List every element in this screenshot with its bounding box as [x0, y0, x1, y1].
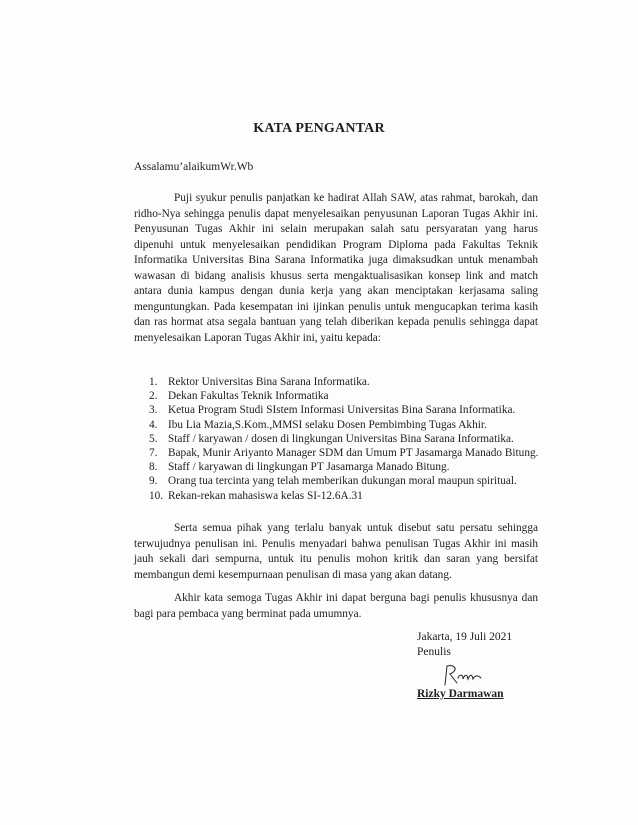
- list-item-text: Staff / karyawan di lingkungan PT Jasamarga Manado Bitung.: [168, 461, 450, 474]
- list-item-text: Rektor Universitas Bina Sarana Informatika.: [168, 376, 370, 388]
- list-item-number: 5.: [149, 432, 158, 445]
- list-item-text: Staff / karyawan / dosen di lingkungan Universitas Bina Sarana Informatika.: [168, 432, 514, 445]
- signature-block: [417, 631, 512, 700]
- list-item-text: Ibu Lia Mazia,S.Kom.,MMSI selaku Dosen Pembimbing Tugas Akhir.: [168, 418, 487, 431]
- paragraph-final: [134, 591, 538, 622]
- list-item-number: 1.: [149, 376, 158, 388]
- list-item: [149, 389, 541, 403]
- page-title: KATA PENGANTAR: [253, 121, 385, 136]
- list-item: [149, 474, 541, 488]
- list-item-text: Orang tua tercinta yang telah memberikan dukungan moral maupun spiritual.: [168, 475, 517, 488]
- paragraph-closing: [134, 521, 538, 583]
- list-item: [149, 432, 541, 446]
- list-item-number: 9.: [149, 475, 158, 488]
- list-item-number: 10.: [149, 489, 164, 502]
- list-item: [149, 446, 541, 460]
- list-item: [149, 418, 541, 432]
- list-item-number: 7.: [149, 447, 158, 460]
- acknowledgement-list: [149, 375, 541, 503]
- paragraph-closing-text: Serta semua pihak yang terlalu banyak untuk disebut satu persatu sehingga terwujudnya penulisan ini. Penulis menyadari bahwa penulisan Tugas Akhir ini masih jauh sekali dari sempurna, untuk itu penulis mohon kritik dan saran yang bersifat membangun demi kesempurnaan penulisan di masa yang akan datang.: [134, 522, 538, 581]
- author-name: Rizky Darmawan: [417, 688, 504, 700]
- paragraph-final-text: Akhir kata semoga Tugas Akhir ini dapat berguna bagi penulis khususnya dan bagi para pembaca yang berminat pada umumnya.: [134, 592, 538, 620]
- list-item-number: 2.: [149, 390, 158, 403]
- signature-role: Penulis: [417, 646, 451, 658]
- list-item: [149, 403, 541, 417]
- list-item-number: 8.: [149, 461, 158, 474]
- paragraph-intro: [134, 191, 538, 346]
- handwritten-signature: [441, 663, 487, 687]
- list-item-text: Rekan-rekan mahasiswa kelas SI-12.6A.31: [168, 489, 363, 502]
- list-item-text: Bapak, Munir Ariyanto Manager SDM dan Umum PT Jasamarga Manado Bitung.: [168, 447, 539, 460]
- list-item: [149, 489, 541, 503]
- greeting: Assalamu’alaikumWr.Wb: [134, 161, 254, 173]
- list-item-text: Ketua Program Studi SIstem Informasi Universitas Bina Sarana Informatika.: [168, 404, 516, 417]
- place-date: Jakarta, 19 Juli 2021: [417, 631, 513, 643]
- list-item-number: 4.: [149, 418, 158, 431]
- list-item-number: 3.: [149, 404, 158, 417]
- list-item: [149, 375, 541, 389]
- list-item-text: Dekan Fakultas Teknik Informatika: [168, 390, 329, 403]
- paragraph-intro-text: Puji syukur penulis panjatkan ke hadirat Allah SAW, atas rahmat, barokah, dan ridho-Nya sehingga penulis dapat menyelesaikan penyusunan Laporan Tugas Akhir ini. Penyusunan Tugas Akhir ini selain merupakan salah satu persyaratan yang harus dipenuhi untuk menyelesaikan pendidikan Program Diploma pada Fakultas Teknik Informatika Universitas Bina Sarana Informatika juga dimaksudkan untuk menambah wawasan di bidang analisis khusus serta mengaktualisasikan konsep link and match antara dunia kampus dengan dunia kerja yang akan menciptakan kerjasama saling menguntungkan. Pada kesempatan ini ijinkan penulis untuk mengucapkan terima kasih dan ras hormat atsa segala bantuan yang telah diberikan kepada penulis sehingga dapat menyelesaikan Laporan Tugas Akhir ini, yaitu kepada:: [134, 192, 538, 344]
- list-item: [149, 460, 541, 474]
